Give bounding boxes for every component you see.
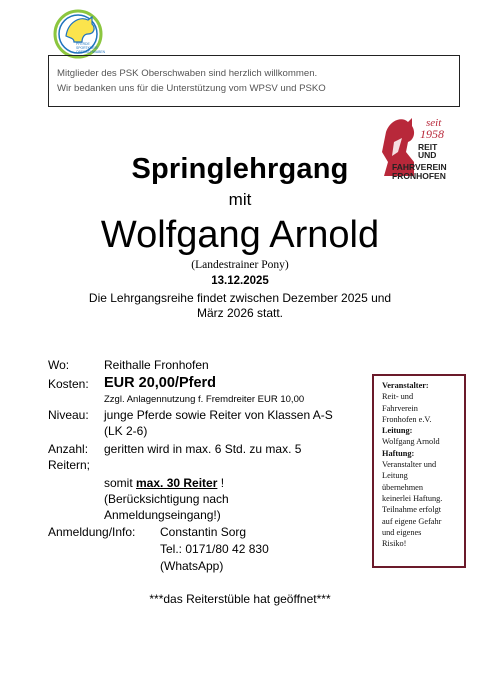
organizer-line-3: Fronhofen e.V. — [382, 414, 432, 424]
level-value-2: (LK 2-6) — [104, 424, 148, 438]
footer-note: ***das Reiterstüble hat geöffnet*** — [149, 592, 331, 606]
liability-line-2: Leitung — [382, 471, 408, 481]
contact-name: Constantin Sorg — [160, 525, 247, 539]
logo-reit: REIT — [418, 142, 438, 152]
count-value-2: Reitern; — [48, 458, 91, 472]
psk-oberschwaben-logo — [52, 8, 110, 60]
count-label: Anzahl: — [48, 442, 89, 456]
where-value: Reithalle Fronhofen — [104, 358, 209, 372]
page-title: Springlehrgang — [131, 153, 349, 185]
total-suffix: ! — [217, 476, 225, 490]
organizer-box — [372, 374, 466, 568]
intro-box — [48, 55, 460, 107]
with-label: mit — [228, 190, 252, 209]
lead-name: Wolfgang Arnold — [382, 437, 440, 447]
logo-text-2: SPORTKREIS — [76, 46, 98, 50]
count-value-1: geritten wird in max. 6 Std. zu max. 5 — [104, 442, 302, 456]
liability-line-3: übernehmen — [382, 482, 424, 492]
logo-text-1: PFERDE — [76, 42, 90, 46]
trainer-name: Wolfgang Arnold — [100, 214, 380, 256]
logo-year: 1958 — [420, 127, 444, 141]
intro-line-1: Mitglieder des PSK Oberschwaben sind herzlich willkommen. — [57, 68, 318, 79]
liability-line-6: auf eigene Gefahr — [382, 516, 442, 526]
logo-seit: seit — [426, 117, 442, 129]
liability-line-7: und eigenes — [382, 527, 422, 537]
event-date: 13.12.2025 — [211, 275, 269, 287]
cost-note: Zzgl. Anlagennutzung f. Fremdreiter EUR 10,00 — [104, 394, 305, 405]
logo-und: UND — [418, 150, 437, 160]
lead-label: Leitung: — [382, 426, 413, 436]
series-line-1: Die Lehrgangsreihe findet zwischen Dezember 2025 und — [88, 291, 392, 305]
cost-label: Kosten: — [48, 377, 89, 391]
total-note-1: (Berücksichtigung nach — [104, 492, 229, 506]
logo-fronhofen: FRONHOFEN — [392, 171, 446, 181]
level-label: Niveau: — [48, 408, 89, 422]
liability-line-5: Teilnahme erfolgt — [382, 505, 442, 515]
cost-value: EUR 20,00/Pferd — [104, 375, 217, 391]
level-value-1: junge Pferde sowie Reiter von Klassen A-S — [104, 408, 333, 422]
total-max: max. 30 Reiter — [136, 476, 218, 490]
contact-label: Anmeldung/Info: — [48, 525, 136, 539]
organizer-line-1: Reit- und — [382, 392, 414, 402]
total-note-2: Anmeldungseingang!) — [104, 508, 221, 522]
liability-label: Haftung: — [382, 448, 415, 458]
liability-line-1: Veranstalter und — [382, 460, 437, 470]
where-label: Wo: — [48, 358, 70, 372]
logo-text-3: OBERSCHWABEN — [76, 50, 106, 54]
contact-phone: Tel.: 0171/80 42 830 — [160, 542, 269, 556]
total-prefix: somit — [104, 476, 137, 490]
intro-line-2: Wir bedanken uns für die Unterstützung vom WPSV und PSKO — [57, 83, 326, 94]
trainer-role: (Landestrainer Pony) — [191, 259, 289, 271]
total-riders — [104, 476, 224, 490]
organizer-line-2: Fahrverein — [382, 403, 418, 413]
logo-fahrverein: FAHRVEREIN — [392, 162, 447, 172]
liability-line-4: keinerlei Haftung. — [382, 493, 443, 503]
series-line-2: März 2026 statt. — [196, 306, 284, 320]
organizer-label: Veranstalter: — [382, 381, 429, 390]
liability-line-8: Risiko! — [382, 539, 407, 549]
contact-app: (WhatsApp) — [160, 559, 224, 573]
